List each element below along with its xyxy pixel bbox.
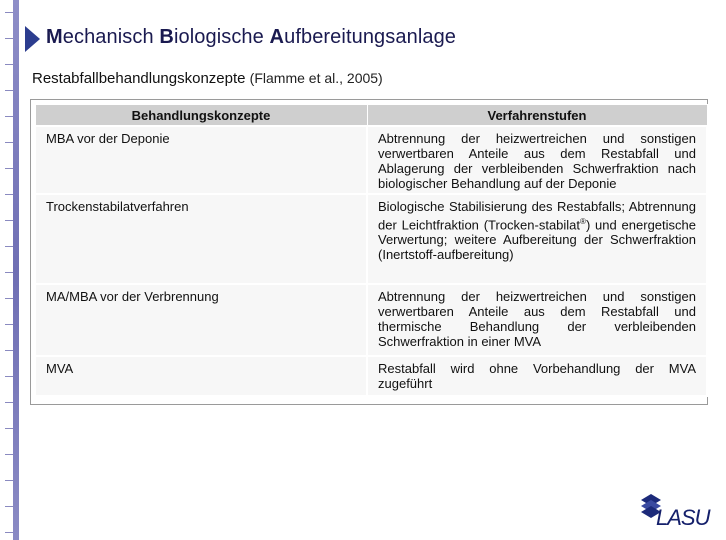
- ruler-tick: [5, 116, 13, 117]
- table-row: [35, 194, 707, 284]
- title-part: ufbereitungsanlage: [284, 26, 457, 48]
- logo-text: LASU: [656, 505, 710, 530]
- steps-cell: Abtrennung der heizwertreichen und sonstigen verwertbaren Anteile aus dem Restabfall und Ablagerung der verbleibenden Schwerfraktion nach biologischer Behandlung auf der Deponie: [367, 126, 707, 194]
- ruler-tick: [5, 194, 13, 195]
- ruler-tick: [5, 90, 13, 91]
- steps-text: Biologische Stabilisierung des Restabfalls; Abtrennung der Leichtfraktion (Trocken-stabilat: [378, 199, 696, 233]
- ruler-tick: [5, 246, 13, 247]
- steps-cell: [367, 194, 707, 284]
- header-behandlungskonzepte: Behandlungskonzepte: [35, 105, 367, 127]
- triangle-right-icon: [25, 26, 40, 52]
- ruler-tick: [5, 350, 13, 351]
- table-header-row: [35, 105, 707, 127]
- subtitle-citation: (Flamme et al., 2005): [249, 70, 383, 86]
- title-part: echanisch: [62, 26, 160, 48]
- concept-cell: MVA: [35, 356, 367, 396]
- subtitle-main: Restabfallbehandlungskonzepte: [32, 70, 246, 87]
- title-part: iologische: [173, 26, 270, 48]
- table-row: [35, 356, 707, 396]
- ruler-tick: [5, 168, 13, 169]
- left-accent-stripe: [13, 0, 19, 540]
- registered-mark: ®: [580, 217, 586, 226]
- page-title: [46, 26, 456, 49]
- subtitle: [32, 70, 383, 87]
- ruler-tick: [5, 220, 13, 221]
- steps-cell: Restabfall wird ohne Vorbehandlung der MVA zugeführt: [367, 356, 707, 396]
- ruler-tick: [5, 428, 13, 429]
- header-verfahrenstufen: Verfahrenstufen: [367, 105, 707, 127]
- ruler-tick: [5, 12, 13, 13]
- ruler-tick: [5, 532, 13, 533]
- ruler-tick: [5, 454, 13, 455]
- ruler-tick: [5, 38, 13, 39]
- ruler-tick: [5, 298, 13, 299]
- ruler-tick: [5, 142, 13, 143]
- concept-cell: MA/MBA vor der Verbrennung: [35, 284, 367, 356]
- table-row: [35, 126, 707, 194]
- title-initial-a: A: [269, 26, 285, 48]
- concept-cell: Trockenstabilatverfahren: [35, 194, 367, 284]
- concepts-table: [34, 104, 708, 397]
- table-row: [35, 284, 707, 356]
- ruler-tick: [5, 324, 13, 325]
- ruler-tick: [5, 64, 13, 65]
- steps-text: ) und energetische Verwertung; weitere Aufbereitung der Schwerfraktion (Inertstoff-aufbereitung): [378, 217, 696, 263]
- left-ruler-bar: [0, 0, 22, 540]
- title-initial-m: M: [46, 26, 63, 48]
- steps-cell: Abtrennung der heizwertreichen und sonstigen verwertbaren Anteile aus dem Restabfall und thermische Behandlung der verbleibenden Schwerfraktion in einer MVA: [367, 284, 707, 356]
- ruler-tick: [5, 480, 13, 481]
- concept-cell: MBA vor der Deponie: [35, 126, 367, 194]
- ruler-tick: [5, 376, 13, 377]
- title-initial-b: B: [159, 26, 174, 48]
- ruler-tick: [5, 272, 13, 273]
- ruler-tick: [5, 402, 13, 403]
- ruler-tick: [5, 506, 13, 507]
